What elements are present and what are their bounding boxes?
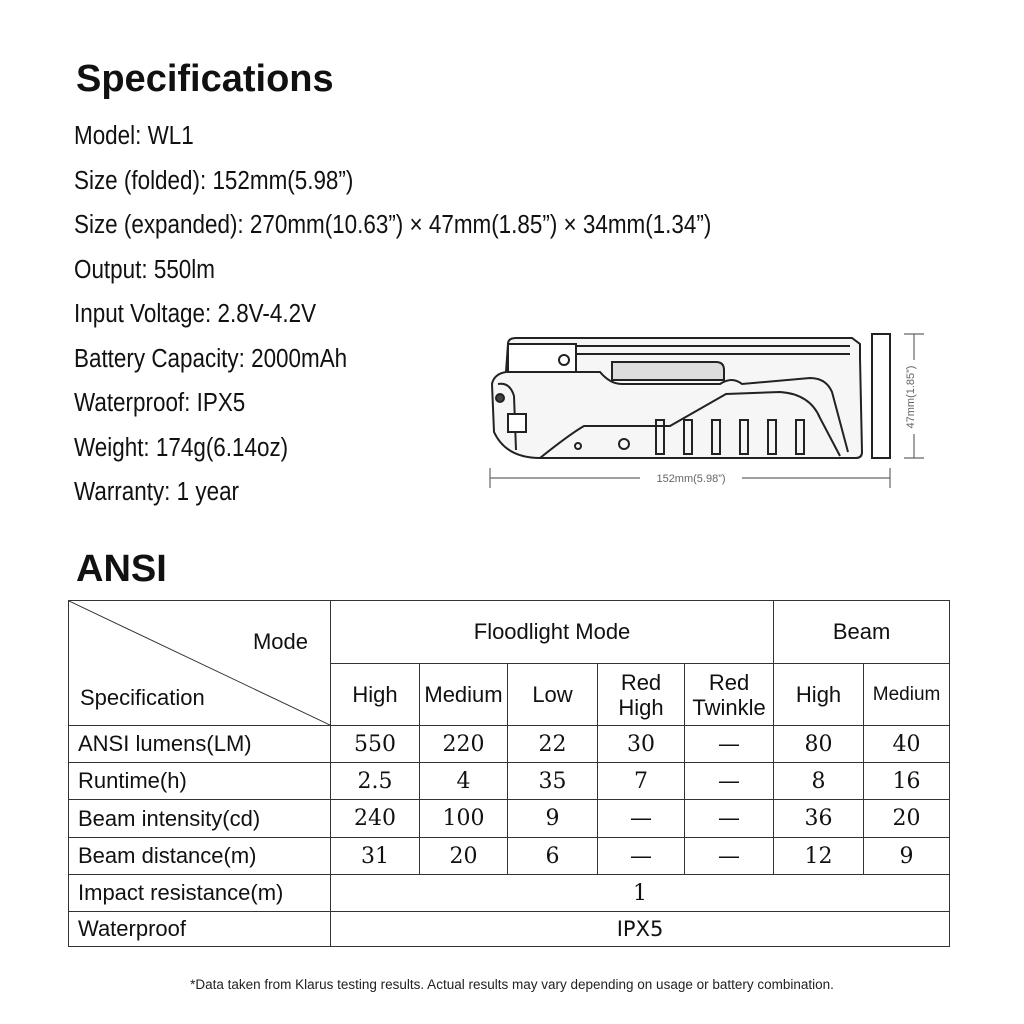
table-cell: 40 bbox=[864, 726, 950, 763]
table-cell: 35 bbox=[508, 763, 598, 800]
spec-size-folded: Size (folded): 152mm(5.98”) bbox=[74, 166, 354, 195]
product-dimension-diagram bbox=[480, 322, 940, 502]
width-dimension-label: 152mm(5.98”) bbox=[656, 473, 726, 485]
table-cell: — bbox=[685, 763, 774, 800]
floodlight-mode-header: Floodlight Mode bbox=[331, 601, 774, 664]
spec-output: Output: 550lm bbox=[74, 255, 215, 284]
row-label-ansi-lumens: ANSI lumens(LM) bbox=[69, 726, 331, 763]
row-label-runtime: Runtime(h) bbox=[69, 763, 331, 800]
spec-weight: Weight: 174g(6.14oz) bbox=[74, 433, 289, 462]
table-cell: 22 bbox=[508, 726, 598, 763]
table-cell: — bbox=[598, 838, 685, 875]
table-row bbox=[69, 912, 950, 947]
table-cell: 2.5 bbox=[331, 763, 420, 800]
spec-model: Model: WL1 bbox=[74, 122, 194, 150]
table-cell: 30 bbox=[598, 726, 685, 763]
table-cell: 20 bbox=[420, 838, 508, 875]
spec-input-voltage: Input Voltage: 2.8V-4.2V bbox=[74, 300, 317, 328]
spec-warranty: Warranty: 1 year bbox=[74, 478, 240, 506]
sub-header-flood-low: Low bbox=[508, 664, 598, 726]
sub-header-beam-high: High bbox=[774, 664, 864, 726]
table-cell: 100 bbox=[420, 800, 508, 838]
table-cell: — bbox=[685, 800, 774, 838]
row-label-impact-resistance: Impact resistance(m) bbox=[69, 875, 331, 912]
table-cell: 36 bbox=[774, 800, 864, 838]
table-cell: 220 bbox=[420, 726, 508, 763]
table-row bbox=[69, 838, 950, 875]
row-label-beam-distance: Beam distance(m) bbox=[69, 838, 331, 875]
sub-header-beam-medium: Medium bbox=[864, 664, 950, 726]
table-cell: 12 bbox=[774, 838, 864, 875]
ansi-title: ANSI bbox=[76, 548, 167, 590]
table-cell: 31 bbox=[331, 838, 420, 875]
table-cell: 6 bbox=[508, 838, 598, 875]
specifications-title: Specifications bbox=[76, 58, 334, 100]
table-cell: 16 bbox=[864, 763, 950, 800]
row-label-waterproof: Waterproof bbox=[69, 912, 331, 947]
table-cell: 8 bbox=[774, 763, 864, 800]
table-cell: — bbox=[685, 838, 774, 875]
table-cell: 9 bbox=[508, 800, 598, 838]
table-cell: — bbox=[685, 726, 774, 763]
row-label-beam-intensity: Beam intensity(cd) bbox=[69, 800, 331, 838]
ansi-table bbox=[68, 600, 950, 947]
table-cell: 7 bbox=[598, 763, 685, 800]
height-dimension-label: 47mm(1.85”) bbox=[905, 365, 917, 429]
table-row bbox=[69, 875, 950, 912]
table-row bbox=[69, 800, 950, 838]
sub-header-red-twinkle: Red Twinkle bbox=[685, 664, 774, 726]
table-cell: IPX5 bbox=[331, 912, 950, 947]
spec-battery-capacity: Battery Capacity: 2000mAh bbox=[74, 344, 348, 373]
worklight-illustration bbox=[492, 334, 890, 458]
corner-header bbox=[69, 601, 331, 726]
table-cell: 550 bbox=[331, 726, 420, 763]
table-cell: 80 bbox=[774, 726, 864, 763]
sub-header-flood-high: High bbox=[331, 664, 420, 726]
table-cell: 20 bbox=[864, 800, 950, 838]
table-cell: — bbox=[598, 800, 685, 838]
corner-specification-label: Specification bbox=[80, 685, 205, 710]
table-cell: 4 bbox=[420, 763, 508, 800]
corner-mode-label: Mode bbox=[252, 629, 308, 654]
table-cell: 9 bbox=[864, 838, 950, 875]
table-row bbox=[69, 726, 950, 763]
sub-header-red-high: Red High bbox=[598, 664, 685, 726]
spec-waterproof: Waterproof: IPX5 bbox=[74, 389, 246, 417]
sub-header-flood-medium: Medium bbox=[420, 664, 508, 726]
table-row bbox=[69, 763, 950, 800]
beam-header: Beam bbox=[774, 601, 950, 664]
group-header-row bbox=[69, 601, 950, 664]
spec-size-expanded: Size (expanded): 270mm(10.63”) × 47mm(1.85”) × 34mm(1.34”) bbox=[74, 211, 712, 239]
table-cell: 1 bbox=[331, 875, 950, 912]
table-cell: 240 bbox=[331, 800, 420, 838]
footnote: *Data taken from Klarus testing results. Actual results may vary depending on usage or battery combination. bbox=[190, 977, 834, 992]
